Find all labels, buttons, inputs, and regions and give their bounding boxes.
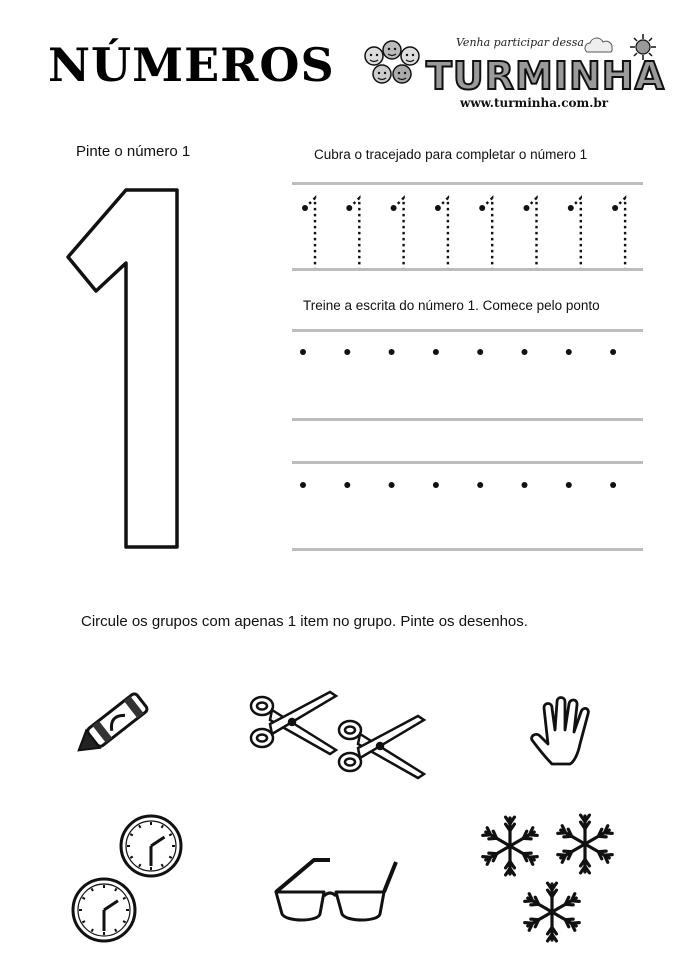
snowflake-group[interactable] xyxy=(478,810,620,946)
trace-digit[interactable] xyxy=(391,198,404,268)
start-dot xyxy=(477,349,483,355)
practice-instruction: Treine a escrita do número 1. Comece pelo ponto xyxy=(303,298,600,313)
practice-dot-row-1[interactable] xyxy=(292,340,643,364)
trace-instruction: Cubra o tracejado para completar o número 1 xyxy=(314,147,588,162)
trace-digit[interactable] xyxy=(302,198,315,268)
turminha-logo xyxy=(360,30,666,112)
start-dot xyxy=(610,482,616,488)
clock-icon xyxy=(73,879,135,941)
trace-digit[interactable] xyxy=(435,198,448,268)
circle-instruction: Circule os grupos com apenas 1 item no grupo. Pinte os desenhos. xyxy=(81,613,528,630)
logo-url: www.turminha.com.br xyxy=(460,96,609,110)
trace-digit-row[interactable] xyxy=(292,182,643,272)
start-dot xyxy=(522,482,528,488)
scissors-icon xyxy=(251,692,336,754)
start-dot xyxy=(610,349,616,355)
crayon-icon xyxy=(72,692,149,759)
start-dot xyxy=(433,482,439,488)
hand-group[interactable] xyxy=(530,696,598,768)
paint-instruction: Pinte o número 1 xyxy=(76,143,191,160)
trace-digit[interactable] xyxy=(612,198,625,268)
scissors-group[interactable] xyxy=(246,692,428,780)
practice-rule-1 xyxy=(292,329,643,332)
crayon-group[interactable] xyxy=(68,688,160,760)
logo-tagline: Venha participar dessa xyxy=(456,36,584,49)
trace-digit[interactable] xyxy=(479,198,492,268)
snowflake-icon xyxy=(525,883,579,941)
hand-icon xyxy=(532,698,589,765)
start-dot xyxy=(566,349,572,355)
start-dot xyxy=(344,349,350,355)
start-dot xyxy=(477,482,483,488)
start-dot xyxy=(389,349,395,355)
scissors-icon xyxy=(339,716,424,778)
big-digit-outline[interactable] xyxy=(60,185,185,555)
clock-icon xyxy=(121,816,181,876)
trace-digit[interactable] xyxy=(568,198,581,268)
start-dot xyxy=(566,482,572,488)
start-dot xyxy=(433,349,439,355)
glasses-icon xyxy=(276,860,396,920)
practice-rule-2 xyxy=(292,418,643,421)
snowflake-icon xyxy=(483,817,537,875)
practice-rule-3 xyxy=(292,461,643,464)
page-title: NÚMEROS xyxy=(48,38,335,92)
start-dot xyxy=(522,349,528,355)
logo-wordmark: TURMINHA xyxy=(426,54,666,98)
glasses-group[interactable] xyxy=(270,856,400,928)
cloud-icon xyxy=(582,38,616,54)
practice-rule-4 xyxy=(292,548,643,551)
snowflake-icon xyxy=(558,815,612,873)
trace-digit[interactable] xyxy=(346,198,359,268)
kids-group-icon xyxy=(360,38,430,98)
clock-group[interactable] xyxy=(70,812,185,944)
practice-dot-row-2[interactable] xyxy=(292,473,643,497)
start-dot xyxy=(389,482,395,488)
trace-digit[interactable] xyxy=(524,198,537,268)
start-dot xyxy=(344,482,350,488)
start-dot xyxy=(300,349,306,355)
start-dot xyxy=(300,482,306,488)
